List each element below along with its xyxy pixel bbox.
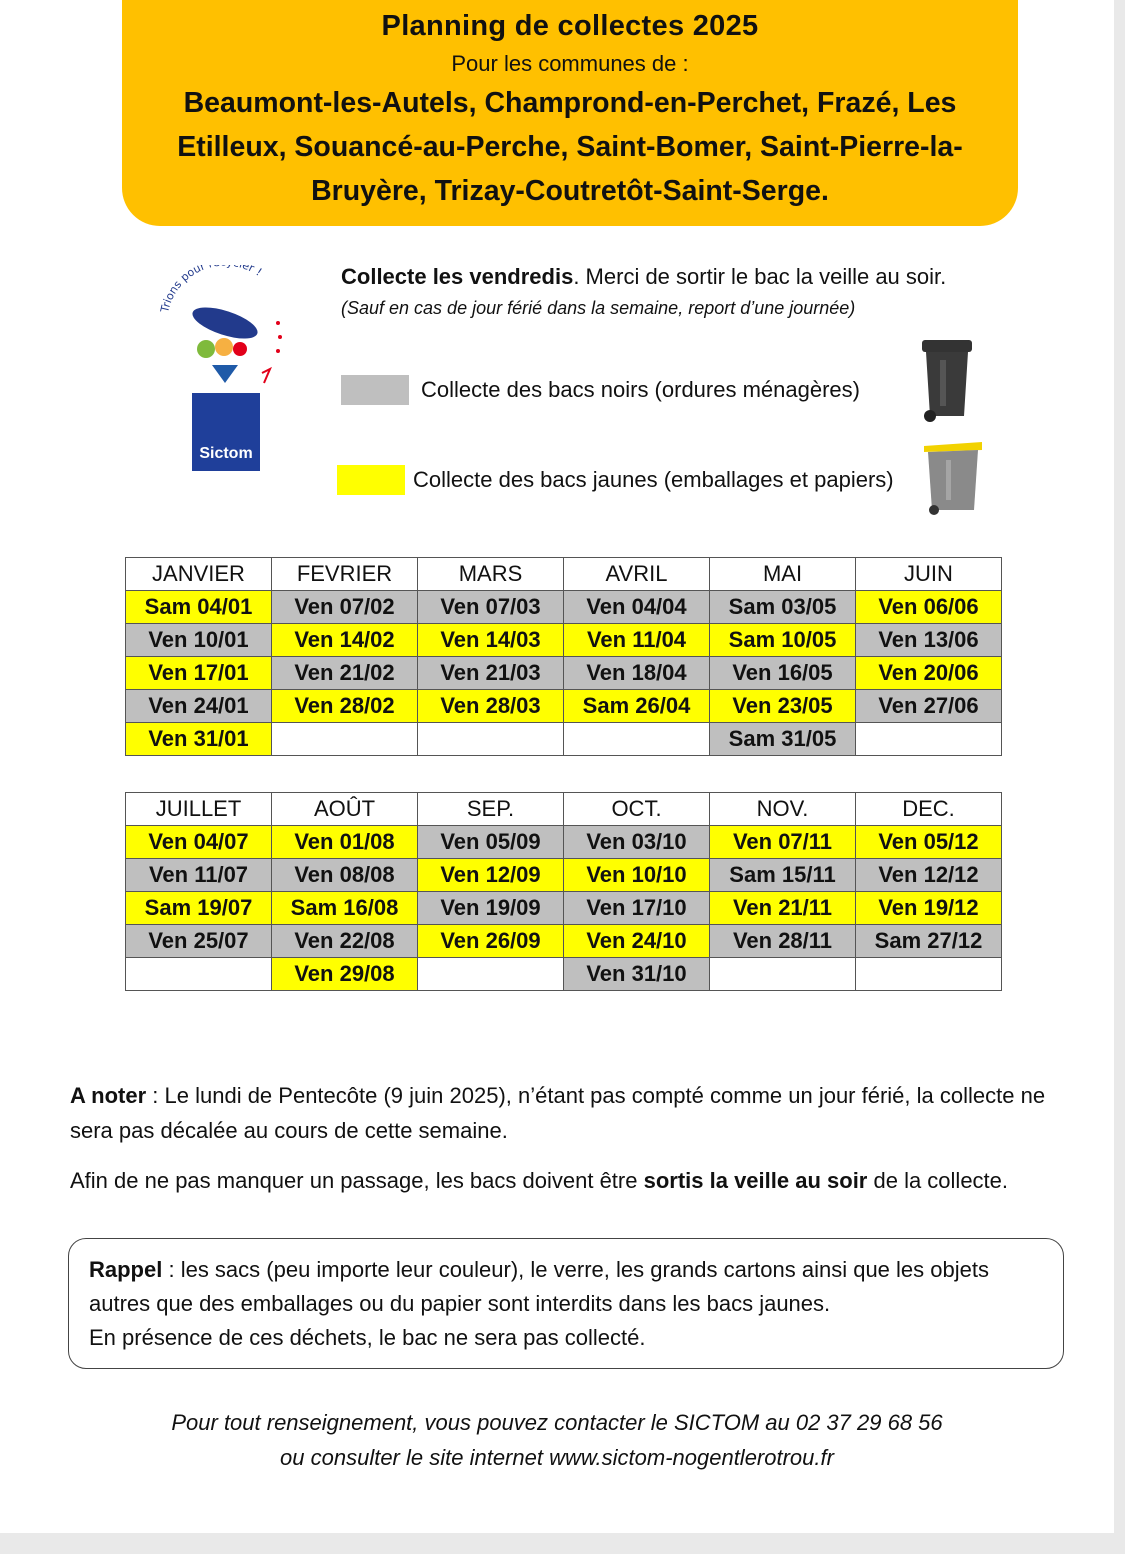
yellow-bin-date: Ven 20/06 — [856, 657, 1002, 690]
footer-phone-line: Pour tout renseignement, vous pouvez contacter le SICTOM au 02 37 29 68 56 — [171, 1410, 943, 1435]
black-bin-date: Ven 21/03 — [418, 657, 564, 690]
yellow-bin-date: Ven 07/11 — [710, 826, 856, 859]
collection-week-row — [126, 859, 1002, 892]
yellow-bin-date: Ven 01/08 — [272, 826, 418, 859]
black-bin-icon — [918, 336, 976, 426]
logo-slogan: rions pour er ! — [160, 265, 265, 309]
black-bin-date: Sam 27/12 — [856, 925, 1002, 958]
empty-cell — [856, 958, 1002, 991]
legend-black — [341, 375, 860, 405]
yellow-bin-date: Ven 29/08 — [272, 958, 418, 991]
yellow-bin-date: Sam 26/04 — [564, 690, 710, 723]
black-bin-date: Ven 11/07 — [126, 859, 272, 892]
empty-cell — [710, 958, 856, 991]
empty-cell — [856, 723, 1002, 756]
collection-week-row — [126, 657, 1002, 690]
collection-week-row — [126, 624, 1002, 657]
empty-cell — [564, 723, 710, 756]
month-header: JUIN — [856, 558, 1002, 591]
black-bin-date: Sam 31/05 — [710, 723, 856, 756]
yellow-bin-date: Ven 26/09 — [418, 925, 564, 958]
sictom-brand: Sictom — [199, 445, 253, 462]
black-bin-date: Ven 21/02 — [272, 657, 418, 690]
yellow-bin-date: Ven 19/12 — [856, 892, 1002, 925]
black-bin-date: Ven 18/04 — [564, 657, 710, 690]
yellow-bin-date: Ven 05/12 — [856, 826, 1002, 859]
month-header: MAI — [710, 558, 856, 591]
collection-intro — [341, 264, 946, 290]
black-bin-date: Ven 05/09 — [418, 826, 564, 859]
collection-week-row — [126, 591, 1002, 624]
footer-website-line: ou consulter le site internet www.sictom-nogentlerotrou.fr — [280, 1445, 834, 1470]
black-bin-date: Ven 28/11 — [710, 925, 856, 958]
yellow-bin-date: Sam 19/07 — [126, 892, 272, 925]
month-header: MARS — [418, 558, 564, 591]
calendar-table-jan-jun — [125, 557, 1002, 756]
month-header: AVRIL — [564, 558, 710, 591]
black-bin-date: Ven 13/06 — [856, 624, 1002, 657]
header-banner — [122, 0, 1018, 226]
yellow-bin-date: Ven 28/03 — [418, 690, 564, 723]
sictom-logo — [160, 265, 290, 480]
collection-week-row — [126, 892, 1002, 925]
collection-week-row — [126, 958, 1002, 991]
collection-week-row — [126, 826, 1002, 859]
black-bin-date: Sam 03/05 — [710, 591, 856, 624]
holiday-note: (Sauf en cas de jour férié dans la semaine, report d’une journée) — [341, 298, 856, 318]
yellow-bin-date: Ven 28/02 — [272, 690, 418, 723]
rappel-text: : les sacs (peu importe leur couleur), le verre, les grands cartons ainsi que les objets autres que des emballages ou du papier sont interdits dans les bacs jaunes. — [89, 1257, 989, 1316]
black-bin-date: Ven 03/10 — [564, 826, 710, 859]
yellow-bin-date: Ven 14/03 — [418, 624, 564, 657]
month-header: JANVIER — [126, 558, 272, 591]
collection-day: Collecte les vendredis — [341, 264, 574, 289]
month-header: NOV. — [710, 793, 856, 826]
empty-cell — [418, 723, 564, 756]
black-bin-date: Ven 22/08 — [272, 925, 418, 958]
footer-contact — [0, 1405, 1114, 1475]
yellow-bin-date: Ven 04/07 — [126, 826, 272, 859]
empty-cell — [418, 958, 564, 991]
month-header: JUILLET — [126, 793, 272, 826]
black-bin-date: Ven 16/05 — [710, 657, 856, 690]
legend-black-label: Collecte des bacs noirs (ordures ménagères) — [421, 377, 860, 402]
reminder-sortie — [70, 1163, 1055, 1198]
black-bin-date: Ven 07/02 — [272, 591, 418, 624]
yellow-bin-date: Ven 23/05 — [710, 690, 856, 723]
a-noter-text: : Le lundi de Pentecôte (9 juin 2025), n’étant pas compté comme un jour férié, la collecte ne sera pas décalée au cours de cette semaine. — [70, 1083, 1046, 1143]
month-header-row — [126, 558, 1002, 591]
yellow-bin-date: Sam 10/05 — [710, 624, 856, 657]
legend-black-swatch — [341, 375, 409, 405]
black-bin-date: Ven 12/12 — [856, 859, 1002, 892]
collection-instruction: . Merci de sortir le bac la veille au soir. — [573, 264, 947, 289]
black-bin-date: Ven 04/04 — [564, 591, 710, 624]
afin-after: de la collecte. — [867, 1168, 1009, 1193]
black-bin-date: Ven 25/07 — [126, 925, 272, 958]
yellow-bin-date: Ven 11/04 — [564, 624, 710, 657]
yellow-bin-icon — [920, 434, 986, 516]
rappel-label: Rappel — [89, 1257, 163, 1282]
calendar-table-jul-dec — [125, 792, 1002, 991]
yellow-bin-date: Ven 10/10 — [564, 859, 710, 892]
black-bin-date: Ven 07/03 — [418, 591, 564, 624]
collection-week-row — [126, 925, 1002, 958]
collection-week-row — [126, 723, 1002, 756]
yellow-bin-date: Ven 17/01 — [126, 657, 272, 690]
recycling-mascot-icon — [160, 265, 290, 395]
empty-cell — [272, 723, 418, 756]
legend-yellow — [337, 465, 894, 495]
black-bin-date: Ven 31/10 — [564, 958, 710, 991]
page-subtitle: Pour les communes de : — [451, 51, 689, 76]
yellow-bin-date: Ven 24/10 — [564, 925, 710, 958]
month-header: AOÛT — [272, 793, 418, 826]
yellow-bin-date: Ven 21/11 — [710, 892, 856, 925]
month-header: FEVRIER — [272, 558, 418, 591]
rappel-line2: En présence de ces déchets, le bac ne sera pas collecté. — [89, 1325, 646, 1350]
yellow-bin-date: Sam 04/01 — [126, 591, 272, 624]
communes-list: Beaumont-les-Autels, Champrond-en-Perchet, Frazé, Les Etilleux, Souancé-au-Perche, Saint-Bomer, Saint-Pierre-la-Bruyère, Trizay-Coutretôt-Saint-Serge. — [177, 87, 963, 207]
black-bin-date: Ven 27/06 — [856, 690, 1002, 723]
black-bin-date: Ven 10/01 — [126, 624, 272, 657]
month-header: OCT. — [564, 793, 710, 826]
legend-yellow-swatch — [337, 465, 405, 495]
rappel-box — [68, 1238, 1064, 1369]
pentecost-note — [70, 1078, 1055, 1148]
sictom-brand-box — [192, 393, 260, 471]
black-bin-date: Ven 17/10 — [564, 892, 710, 925]
black-bin-date: Ven 19/09 — [418, 892, 564, 925]
month-header-row — [126, 793, 1002, 826]
svg-text:Trions pour recycler ! — [160, 265, 264, 315]
yellow-bin-date: Ven 14/02 — [272, 624, 418, 657]
yellow-bin-date: Ven 12/09 — [418, 859, 564, 892]
legend-yellow-label: Collecte des bacs jaunes (emballages et papiers) — [413, 467, 894, 492]
page-title: Planning de collectes 2025 — [381, 10, 759, 42]
a-noter-label: A noter — [70, 1083, 147, 1108]
afin-before: Afin de ne pas manquer un passage, les bacs doivent être — [70, 1168, 644, 1193]
collection-week-row — [126, 690, 1002, 723]
empty-cell — [126, 958, 272, 991]
black-bin-date: Ven 24/01 — [126, 690, 272, 723]
month-header: DEC. — [856, 793, 1002, 826]
yellow-bin-date: Ven 06/06 — [856, 591, 1002, 624]
yellow-bin-date: Ven 31/01 — [126, 723, 272, 756]
yellow-bin-date: Sam 16/08 — [272, 892, 418, 925]
black-bin-date: Sam 15/11 — [710, 859, 856, 892]
afin-bold: sortis la veille au soir — [643, 1168, 868, 1193]
black-bin-date: Ven 08/08 — [272, 859, 418, 892]
month-header: SEP. — [418, 793, 564, 826]
